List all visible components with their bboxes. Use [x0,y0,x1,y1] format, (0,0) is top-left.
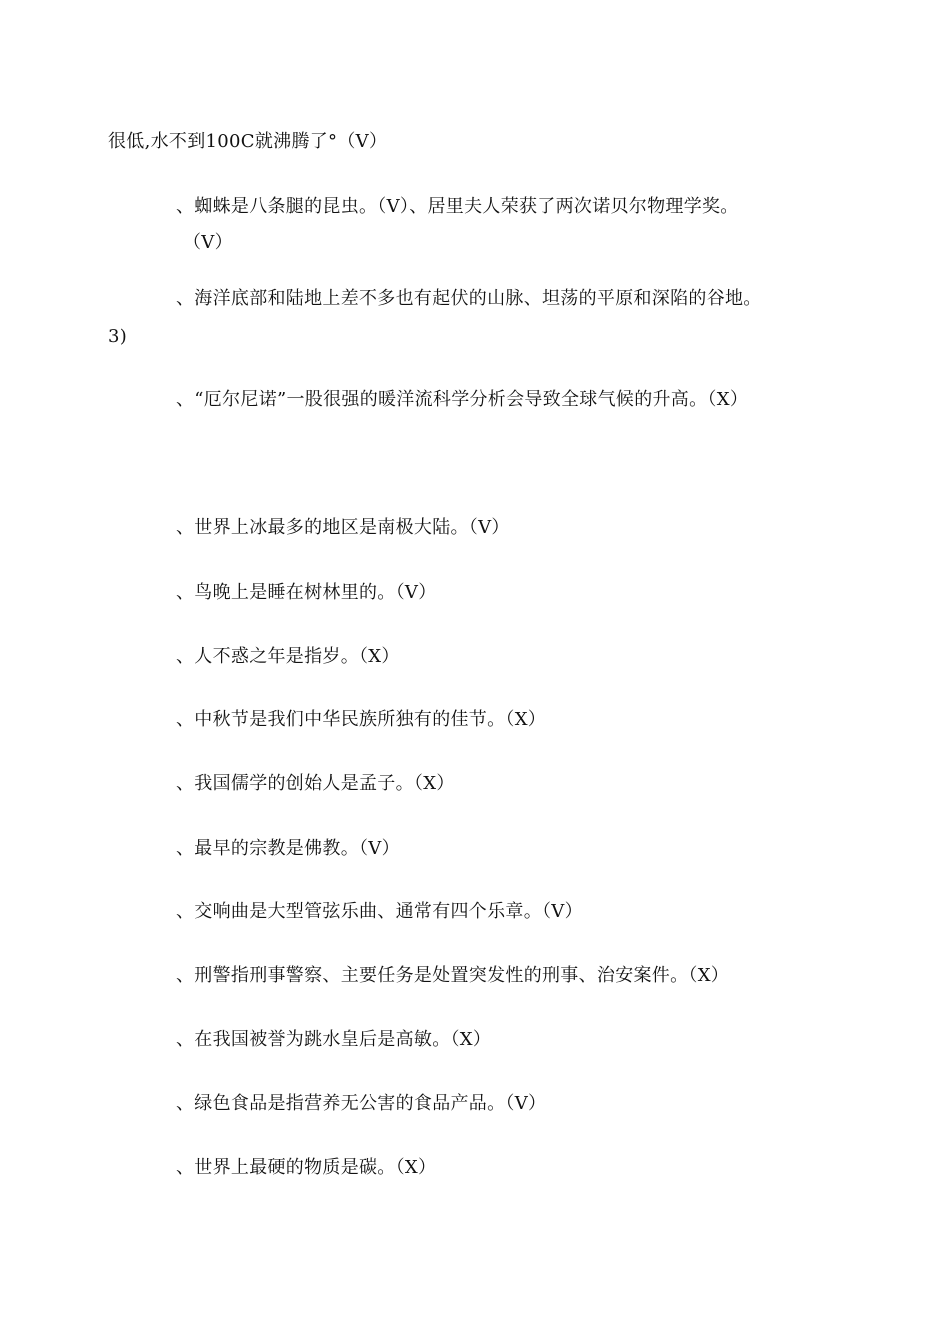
text-line-2: 、蜘蛛是八条腿的昆虫。（V）、居里夫人荣获了两次诺贝尔物理学奖。 [176,196,739,217]
text-line-5: 3) [108,326,128,347]
text-line-12: 、最早的宗教是佛教。（V） [176,838,400,859]
text-line-14: 、刑警指刑事警察、主要任务是处置突发性的刑事、治安案件。（X） [176,965,730,986]
text-line-1: 很低,水不到100C就沸腾了°（V） [108,131,388,152]
text-line-17: 、世界上最硬的物质是碳。（X） [176,1157,437,1178]
text-line-11: 、我国儒学的创始人是孟子。（X） [176,773,455,794]
text-line-8: 、鸟晚上是睡在树林里的。（V） [176,582,437,603]
text-line-10: 、中秋节是我们中华民族所独有的佳节。（X） [176,709,547,730]
text-line-7: 、世界上冰最多的地区是南极大陆。（V） [176,517,510,538]
text-line-9: 、人不惑之年是指岁。（X） [176,646,400,667]
text-line-4: 、海洋底部和陆地上差不多也有起伏的山脉、坦荡的平原和深陷的谷地。 [176,288,762,309]
text-line-15: 、在我国被誉为跳水皇后是高敏。（X） [176,1029,492,1050]
text-line-3: （V） [183,232,233,253]
text-line-16: 、绿色食品是指营养无公害的食品产品。（V） [176,1093,547,1114]
text-line-6: 、“厄尔尼诺”一股很强的暖洋流科学分析会导致全球气候的升高。（X） [176,389,749,410]
text-line-13: 、交响曲是大型管弦乐曲、通常有四个乐章。（V） [176,901,583,922]
